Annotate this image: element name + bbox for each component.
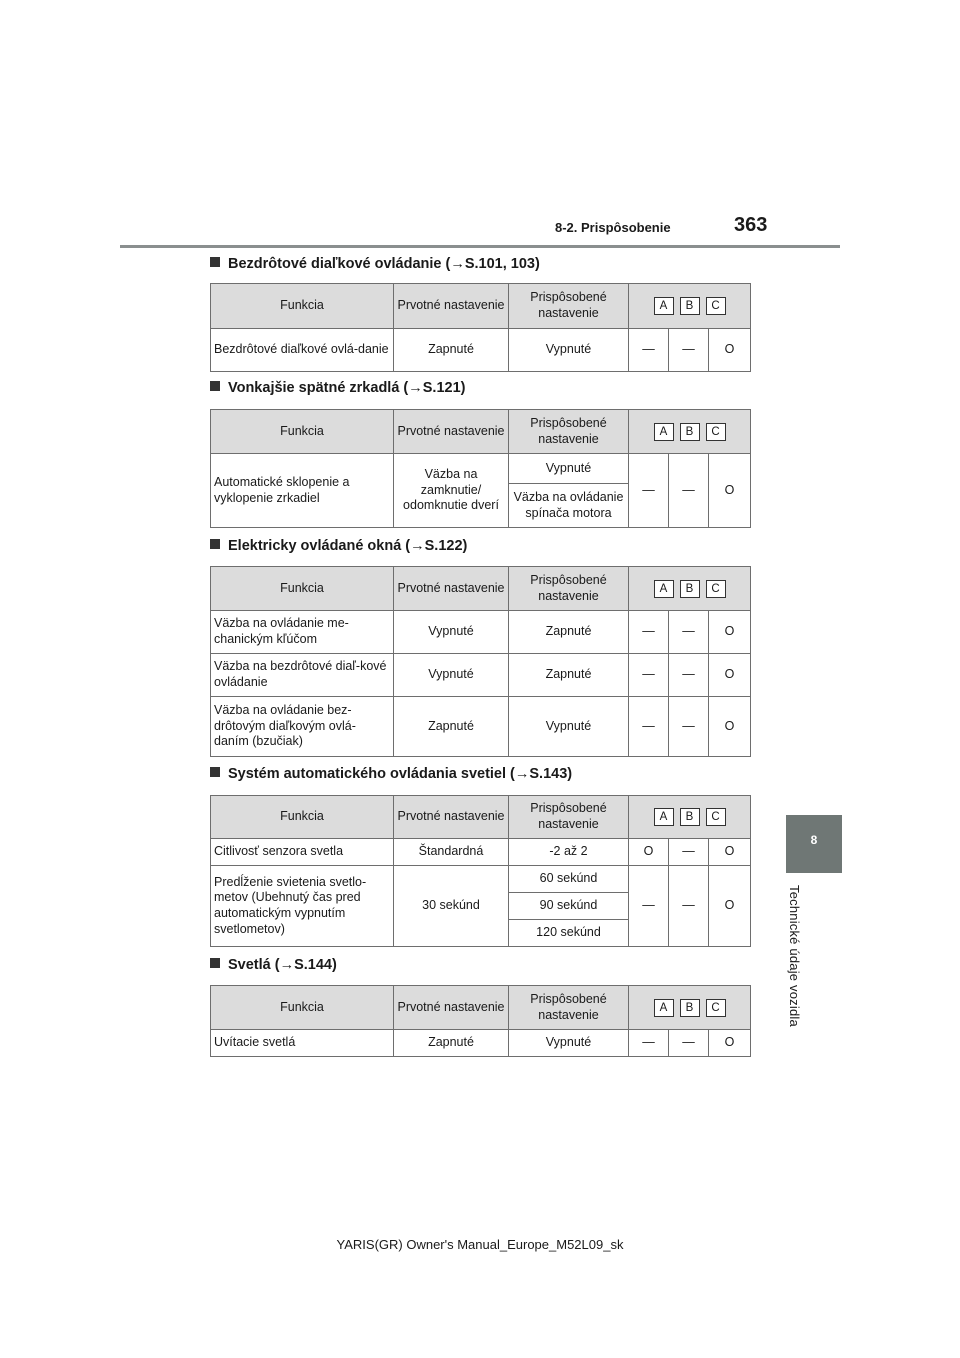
table-header-row — [211, 284, 751, 329]
col-function: Funkcia — [211, 567, 394, 611]
label-b: B — [680, 580, 700, 598]
cell-c: O — [709, 611, 751, 654]
section-heading-text: Svetlá (→S.144) — [228, 957, 337, 973]
col-default: Prvotné nastavenie — [394, 986, 509, 1030]
cell-default: Zapnuté — [394, 697, 509, 757]
label-b: B — [680, 999, 700, 1017]
footer-text: YARIS(GR) Owner's Manual_Europe_M52L09_sk — [336, 1237, 624, 1252]
col-function: Funkcia — [211, 284, 394, 329]
cell-c: O — [709, 454, 751, 528]
col-custom: Prispôsobené nastavenie — [509, 567, 629, 611]
cell-function: Automatické sklopenie a vyklopenie zrkadiel — [211, 454, 394, 528]
cell-b: — — [669, 454, 709, 528]
cell-c: O — [709, 654, 751, 697]
cell-custom: 120 sekúnd — [509, 920, 629, 947]
table-row — [211, 866, 751, 893]
cell-custom: -2 až 2 — [509, 839, 629, 866]
table-row — [211, 654, 751, 697]
square-bullet-icon — [210, 958, 220, 968]
table-row — [211, 1030, 751, 1057]
cell-b: — — [669, 697, 709, 757]
table-row — [211, 454, 751, 484]
label-c: C — [706, 999, 726, 1017]
cell-a: O — [629, 839, 669, 866]
col-custom: Prispôsobené nastavenie — [509, 796, 629, 839]
cell-function: Citlivosť senzora svetla — [211, 839, 394, 866]
label-b: B — [680, 423, 700, 441]
col-default: Prvotné nastavenie — [394, 567, 509, 611]
cell-function: Uvítacie svetlá — [211, 1030, 394, 1057]
chapter-number: 8 — [810, 833, 818, 847]
cell-a: — — [629, 611, 669, 654]
cell-custom: Vypnuté — [509, 1030, 629, 1057]
label-a: A — [654, 580, 674, 598]
settings-table — [210, 409, 751, 528]
section-title: 8-2. Prispôsobenie — [555, 220, 671, 235]
cell-custom: 90 sekúnd — [509, 893, 629, 920]
cell-function: Predĺženie svietenia svetlo-metov (Ubehnutý čas pred automatickým vypnutím svetlometov) — [211, 866, 394, 947]
table-header-row — [211, 796, 751, 839]
table-header-row — [211, 410, 751, 454]
col-custom: Prispôsobené nastavenie — [509, 284, 629, 329]
section-heading-text: Bezdrôtové diaľkové ovládanie (→S.101, 103) — [228, 256, 540, 272]
cell-a: — — [629, 697, 669, 757]
table-row — [211, 839, 751, 866]
col-abc — [629, 284, 751, 329]
cell-custom: Zapnuté — [509, 654, 629, 697]
cell-c: O — [709, 697, 751, 757]
cell-function: Bezdrôtové diaľkové ovlá-danie — [211, 329, 394, 372]
cell-custom: Vypnuté — [509, 454, 629, 484]
section-heading-text: Systém automatického ovládania svetiel (→S.143) — [228, 766, 573, 782]
col-abc — [629, 796, 751, 839]
label-c: C — [706, 808, 726, 826]
table-row — [211, 697, 751, 757]
label-b: B — [680, 297, 700, 315]
label-c: C — [706, 297, 726, 315]
cell-default: 30 sekúnd — [394, 866, 509, 947]
col-function: Funkcia — [211, 796, 394, 839]
cell-c: O — [709, 866, 751, 947]
section-heading — [210, 766, 572, 782]
cell-function: Väzba na ovládanie bez-drôtovým diaľkovým ovlá-daním (bzučiak) — [211, 697, 394, 757]
cell-custom: Zapnuté — [509, 611, 629, 654]
settings-table — [210, 795, 751, 947]
col-abc — [629, 986, 751, 1030]
cell-custom: Vypnuté — [509, 697, 629, 757]
col-abc — [629, 567, 751, 611]
square-bullet-icon — [210, 381, 220, 391]
table-header-row — [211, 567, 751, 611]
table-row — [211, 329, 751, 372]
cell-custom: Väzba na ovládanie spínača motora — [509, 484, 629, 528]
cell-b: — — [669, 839, 709, 866]
label-a: A — [654, 297, 674, 315]
label-b: B — [680, 808, 700, 826]
cell-default: Väzba na zamknutie/ odomknutie dverí — [394, 454, 509, 528]
section-heading — [210, 380, 465, 396]
settings-table — [210, 985, 751, 1057]
square-bullet-icon — [210, 257, 220, 267]
cell-default: Zapnuté — [394, 329, 509, 372]
cell-c: O — [709, 839, 751, 866]
cell-b: — — [669, 329, 709, 372]
label-a: A — [654, 999, 674, 1017]
cell-function: Väzba na bezdrôtové diaľ-kové ovládanie — [211, 654, 394, 697]
label-c: C — [706, 580, 726, 598]
cell-function: Väzba na ovládanie me-chanickým kľúčom — [211, 611, 394, 654]
cell-default: Zapnuté — [394, 1030, 509, 1057]
cell-b: — — [669, 654, 709, 697]
table-row — [211, 611, 751, 654]
label-c: C — [706, 423, 726, 441]
label-a: A — [654, 423, 674, 441]
section-heading-text: Vonkajšie spätné zrkadlá (→S.121) — [228, 380, 466, 396]
col-function: Funkcia — [211, 986, 394, 1030]
settings-table — [210, 566, 751, 757]
cell-default: Štandardná — [394, 839, 509, 866]
col-custom: Prispôsobené nastavenie — [509, 410, 629, 454]
settings-table — [210, 283, 751, 372]
cell-a: — — [629, 866, 669, 947]
cell-b: — — [669, 611, 709, 654]
cell-b: — — [669, 866, 709, 947]
cell-custom: 60 sekúnd — [509, 866, 629, 893]
square-bullet-icon — [210, 539, 220, 549]
cell-a: — — [629, 454, 669, 528]
section-heading — [210, 538, 467, 554]
cell-custom: Vypnuté — [509, 329, 629, 372]
cell-a: — — [629, 1030, 669, 1057]
col-default: Prvotné nastavenie — [394, 284, 509, 329]
header-divider — [120, 245, 840, 248]
section-heading — [210, 957, 337, 973]
chapter-label: Technické údaje vozidla — [787, 885, 802, 1027]
cell-c: O — [709, 1030, 751, 1057]
cell-a: — — [629, 654, 669, 697]
col-abc — [629, 410, 751, 454]
cell-a: — — [629, 329, 669, 372]
page-number: 363 — [734, 214, 768, 236]
col-default: Prvotné nastavenie — [394, 796, 509, 839]
col-function: Funkcia — [211, 410, 394, 454]
label-a: A — [654, 808, 674, 826]
section-heading — [210, 256, 540, 272]
section-heading-text: Elektricky ovládané okná (→S.122) — [228, 538, 468, 554]
cell-b: — — [669, 1030, 709, 1057]
col-custom: Prispôsobené nastavenie — [509, 986, 629, 1030]
cell-default: Vypnuté — [394, 611, 509, 654]
table-header-row — [211, 986, 751, 1030]
cell-c: O — [709, 329, 751, 372]
cell-default: Vypnuté — [394, 654, 509, 697]
square-bullet-icon — [210, 767, 220, 777]
col-default: Prvotné nastavenie — [394, 410, 509, 454]
